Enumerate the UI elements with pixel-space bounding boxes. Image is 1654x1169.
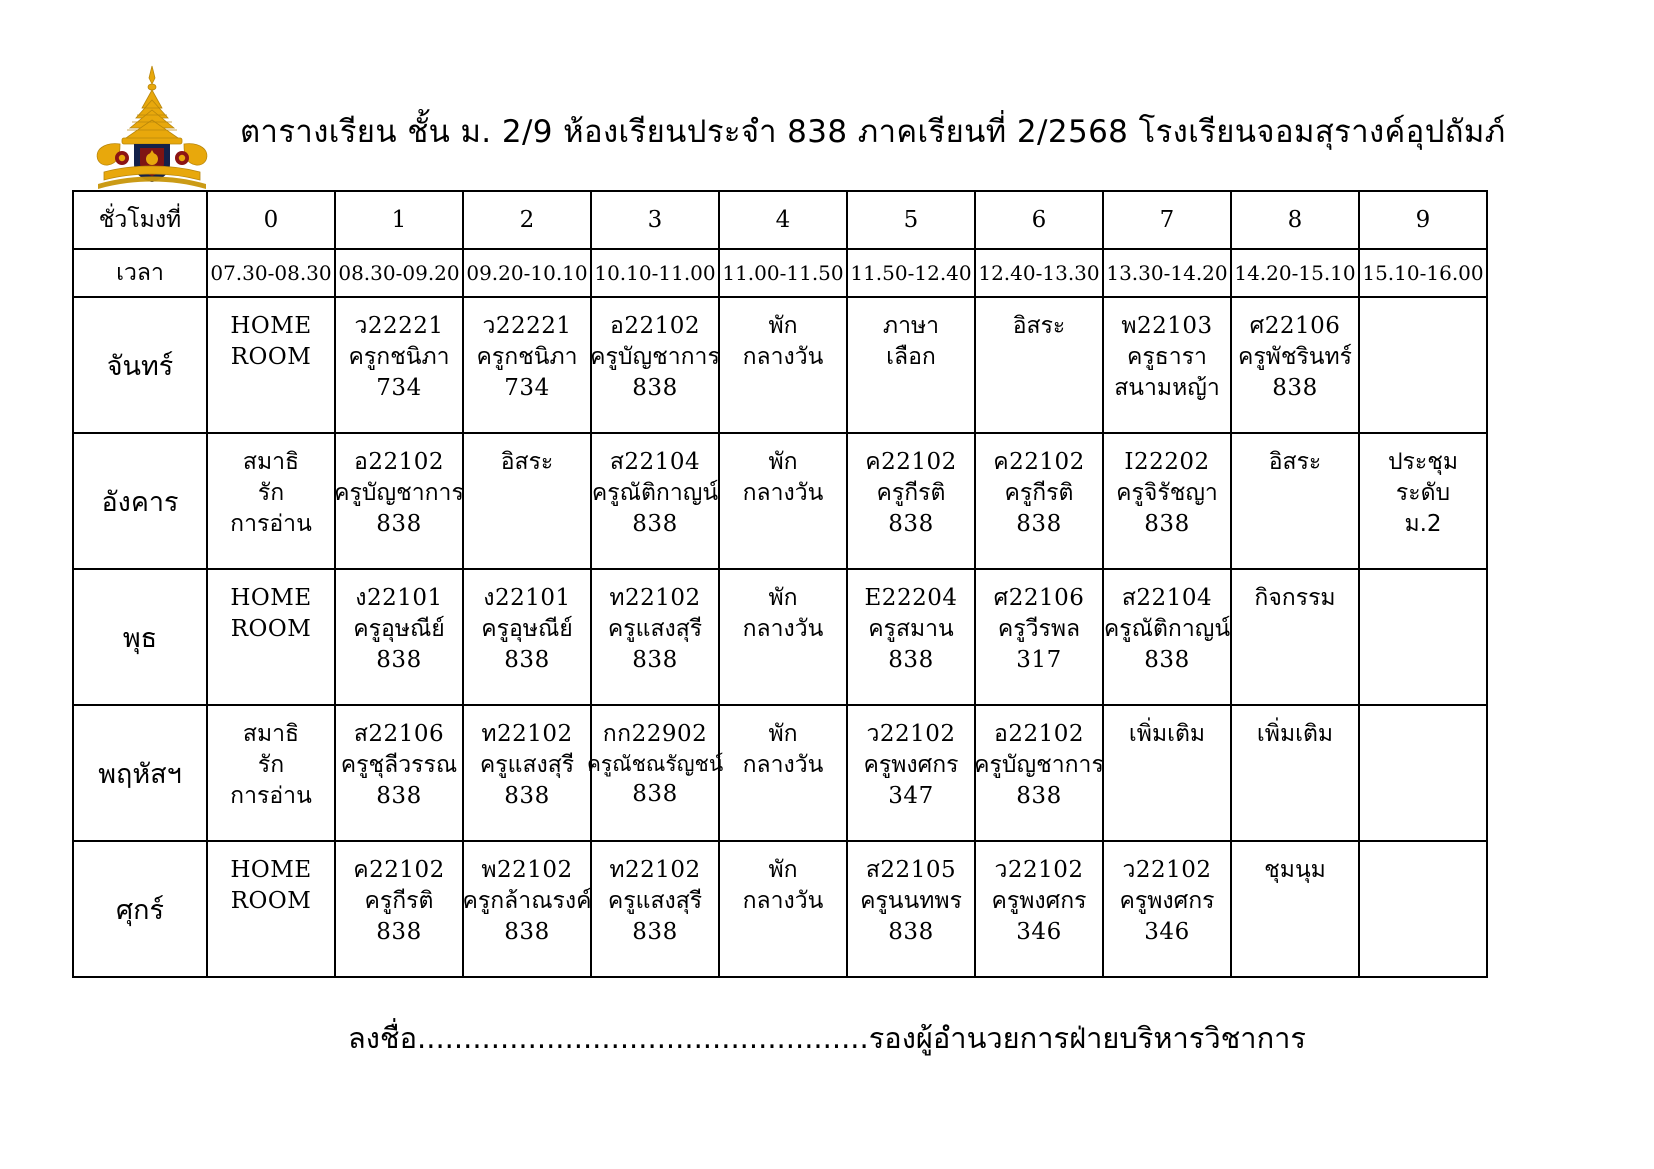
cell-line: 838	[888, 511, 934, 538]
cell-line: ครูณัติกาญน์	[1103, 616, 1231, 643]
cell-line: ครูแสงสุรี	[607, 888, 703, 915]
cell-content	[336, 298, 462, 432]
cell-line: ท22102	[609, 585, 701, 611]
timetable-cell	[1359, 433, 1487, 569]
cell-line: อ22102	[610, 313, 700, 339]
cell-content	[592, 434, 718, 568]
cell-line: รัก	[257, 752, 285, 779]
cell-line: ครูพงศกร	[1119, 888, 1215, 915]
cell-line: กลางวัน	[742, 480, 824, 507]
day-label: ศุกร์	[73, 841, 207, 977]
cell-content	[1104, 842, 1230, 976]
cell-line: พัก	[768, 857, 798, 883]
cell-line: ม.2	[1404, 511, 1442, 538]
timetable-cell	[975, 569, 1103, 705]
cell-content	[208, 298, 334, 432]
timetable-cell	[719, 297, 847, 433]
cell-line: 838	[504, 919, 550, 946]
timetable-cell	[975, 433, 1103, 569]
cell-content	[720, 434, 846, 568]
timetable-cell	[1103, 297, 1231, 433]
document-footer	[0, 1015, 1654, 1061]
cell-content	[848, 434, 974, 568]
cell-content	[976, 298, 1102, 432]
cell-line: 838	[632, 781, 678, 808]
cell-content	[336, 570, 462, 704]
cell-line: สมาธิ	[242, 721, 300, 747]
period-header-4: 4	[719, 191, 847, 249]
cell-line: ประชุม	[1387, 449, 1459, 475]
cell-line: กก22902	[602, 721, 708, 747]
period-header-8: 8	[1231, 191, 1359, 249]
cell-content	[720, 706, 846, 840]
cell-line: สมาธิ	[242, 449, 300, 475]
timetable-cell	[1359, 297, 1487, 433]
period-header-label: ชั่วโมงที่	[73, 191, 207, 249]
cell-line: 346	[1016, 919, 1062, 946]
cell-line: 734	[376, 375, 422, 402]
timetable-cell	[1359, 569, 1487, 705]
time-header-label: เวลา	[73, 249, 207, 297]
day-rows-body	[73, 297, 1487, 977]
cell-line: ท22102	[609, 857, 701, 883]
cell-line: ส22104	[1121, 585, 1213, 611]
day-label: จันทร์	[73, 297, 207, 433]
cell-content	[208, 842, 334, 976]
cell-line: 838	[1144, 647, 1190, 674]
cell-content	[208, 706, 334, 840]
school-crest-logo	[82, 60, 222, 195]
cell-line: พัก	[768, 585, 798, 611]
timetable-cell	[463, 705, 591, 841]
cell-content	[1104, 434, 1230, 568]
cell-content	[592, 842, 718, 976]
time-slot-5: 11.50-12.40	[847, 249, 975, 297]
cell-line: 838	[632, 919, 678, 946]
timetable-row	[73, 569, 1487, 705]
cell-line: ครูแสงสุรี	[479, 752, 575, 779]
period-header-0: 0	[207, 191, 335, 249]
cell-line: 317	[1016, 647, 1062, 674]
cell-line: ครูกชนิภา	[348, 344, 450, 371]
period-header-3: 3	[591, 191, 719, 249]
period-header-6: 6	[975, 191, 1103, 249]
timetable-cell	[335, 297, 463, 433]
timetable-row	[73, 433, 1487, 569]
period-header-7: 7	[1103, 191, 1231, 249]
cell-line: รัก	[257, 480, 285, 507]
cell-line: กิจกรรม	[1254, 585, 1336, 611]
cell-line: 838	[1016, 783, 1062, 810]
cell-content	[720, 298, 846, 432]
cell-content	[1104, 298, 1230, 432]
timetable	[72, 190, 1488, 978]
cell-line: ครูวีรพล	[997, 616, 1081, 643]
timetable-cell	[591, 433, 719, 569]
timetable-cell	[1359, 841, 1487, 977]
cell-line: 838	[1016, 511, 1062, 538]
cell-line: สนามหญ้า	[1114, 375, 1220, 402]
timetable-cell	[847, 841, 975, 977]
time-slot-9: 15.10-16.00	[1359, 249, 1487, 297]
cell-line: ครูบัญชาการ	[334, 480, 464, 507]
cell-line: ครูกีรติ	[1004, 480, 1074, 507]
timetable-cell	[847, 705, 975, 841]
time-slot-4: 11.00-11.50	[719, 249, 847, 297]
cell-line: ครูกีรติ	[364, 888, 434, 915]
cell-line: ส22104	[609, 449, 701, 475]
cell-content	[336, 434, 462, 568]
timetable-cell	[719, 705, 847, 841]
cell-line: ศ22106	[1249, 313, 1341, 339]
timetable-cell	[847, 433, 975, 569]
cell-content	[720, 842, 846, 976]
timetable-cell	[719, 841, 847, 977]
timetable-cell	[335, 705, 463, 841]
cell-line: ว22102	[866, 721, 956, 747]
cell-line: อิสระ	[1012, 313, 1066, 339]
cell-line: 838	[632, 375, 678, 402]
cell-line: 838	[376, 919, 422, 946]
timetable-cell	[1103, 841, 1231, 977]
cell-line: ว22102	[994, 857, 1084, 883]
cell-line: ท22102	[481, 721, 573, 747]
cell-line: 838	[1144, 511, 1190, 538]
cell-content	[336, 842, 462, 976]
cell-line: ง22101	[483, 585, 571, 611]
cell-line: ครูจิรัชญา	[1116, 480, 1218, 507]
cell-line: 838	[632, 511, 678, 538]
cell-content	[1232, 842, 1358, 976]
cell-line: ครูกีรติ	[876, 480, 946, 507]
cell-line: ว22221	[482, 313, 572, 339]
cell-line: ครูณัชณรัญชน์	[586, 752, 724, 777]
timetable-container	[72, 190, 1486, 978]
cell-line: ระดับ	[1395, 480, 1451, 507]
timetable-cell	[335, 841, 463, 977]
timetable-cell	[463, 297, 591, 433]
cell-line: HOME	[230, 857, 312, 883]
time-slot-3: 10.10-11.00	[591, 249, 719, 297]
document-header	[0, 52, 1654, 192]
cell-line: ภาษา	[882, 313, 940, 339]
cell-line: ชุมนุม	[1264, 857, 1326, 883]
cell-line: 838	[888, 919, 934, 946]
page-title: ตารางเรียน ชั้น ม. 2/9 ห้องเรียนประจำ 838 ภาคเรียนที่ 2/2568 โรงเรียนจอมสุรางค์อุปถัมภ์	[240, 114, 1506, 150]
cell-line: ค22102	[865, 449, 957, 475]
cell-content	[976, 570, 1102, 704]
cell-line: ROOM	[230, 616, 312, 643]
cell-line: ค22102	[353, 857, 445, 883]
timetable-cell	[847, 297, 975, 433]
period-header-1: 1	[335, 191, 463, 249]
timetable-row	[73, 297, 1487, 433]
period-header-5: 5	[847, 191, 975, 249]
cell-line: ค22102	[993, 449, 1085, 475]
cell-line: ครูพงศกร	[863, 752, 959, 779]
cell-line: เพิ่มเติม	[1256, 721, 1334, 747]
cell-content	[720, 570, 846, 704]
cell-content	[976, 706, 1102, 840]
cell-content	[1104, 706, 1230, 840]
cell-content	[592, 298, 718, 432]
cell-line: ครูนนทพร	[860, 888, 962, 915]
day-label: พุธ	[73, 569, 207, 705]
cell-line: HOME	[230, 585, 312, 611]
time-slot-1: 08.30-09.20	[335, 249, 463, 297]
timetable-cell	[1231, 841, 1359, 977]
timetable-cell	[975, 297, 1103, 433]
timetable-cell	[1359, 705, 1487, 841]
cell-line: กลางวัน	[742, 752, 824, 779]
cell-line: 838	[376, 511, 422, 538]
cell-content	[208, 434, 334, 568]
cell-line: ครูกล้าณรงค์	[462, 888, 592, 915]
timetable-cell	[719, 569, 847, 705]
cell-content	[1104, 570, 1230, 704]
cell-line: พัก	[768, 449, 798, 475]
timetable-cell	[1231, 433, 1359, 569]
cell-content	[336, 706, 462, 840]
cell-content	[464, 570, 590, 704]
cell-line: HOME	[230, 313, 312, 339]
timetable-cell	[463, 433, 591, 569]
cell-line: 346	[1144, 919, 1190, 946]
cell-line: อิสระ	[1268, 449, 1322, 475]
cell-line: พัก	[768, 721, 798, 747]
cell-content	[464, 298, 590, 432]
cell-line: 838	[376, 783, 422, 810]
cell-line: ROOM	[230, 888, 312, 915]
cell-content	[1360, 434, 1486, 568]
cell-line: กลางวัน	[742, 616, 824, 643]
time-slot-7: 13.30-14.20	[1103, 249, 1231, 297]
cell-line: ส22106	[353, 721, 445, 747]
cell-line: ROOM	[230, 344, 312, 371]
timetable-cell	[591, 569, 719, 705]
timetable-cell	[207, 841, 335, 977]
time-header-row	[73, 249, 1487, 297]
timetable-cell	[463, 841, 591, 977]
cell-line: ว22102	[1122, 857, 1212, 883]
cell-content	[1232, 706, 1358, 840]
cell-line: E22204	[864, 585, 958, 611]
cell-line: I22202	[1124, 449, 1210, 475]
day-label: อังคาร	[73, 433, 207, 569]
cell-line: ครูธารา	[1127, 344, 1207, 371]
timetable-cell	[335, 569, 463, 705]
day-label: พฤหัสฯ	[73, 705, 207, 841]
cell-content	[1360, 298, 1486, 432]
cell-line: ครูแสงสุรี	[607, 616, 703, 643]
cell-line: กลางวัน	[742, 344, 824, 371]
time-slot-0: 07.30-08.30	[207, 249, 335, 297]
cell-line: พ22103	[1121, 313, 1213, 339]
time-slot-6: 12.40-13.30	[975, 249, 1103, 297]
cell-line: ครูสมาน	[868, 616, 954, 643]
cell-line: 838	[632, 647, 678, 674]
cell-line: ครูพัชรินทร์	[1237, 344, 1353, 371]
cell-line: 838	[504, 647, 550, 674]
cell-line: ครูชุลีวรรณ	[340, 752, 458, 779]
timetable-cell	[1231, 297, 1359, 433]
cell-content	[586, 706, 724, 840]
cell-line: พ22102	[481, 857, 573, 883]
period-header-9: 9	[1359, 191, 1487, 249]
cell-line: ครูพงศกร	[991, 888, 1087, 915]
timetable-cell	[719, 433, 847, 569]
timetable-cell	[591, 297, 719, 433]
cell-line: ครูณัติกาญน์	[591, 480, 719, 507]
timetable-cell	[207, 569, 335, 705]
timetable-cell	[207, 433, 335, 569]
timetable-cell	[1103, 569, 1231, 705]
timetable-cell	[207, 705, 335, 841]
cell-content	[464, 434, 590, 568]
cell-line: ครูบัญชาการ	[974, 752, 1104, 779]
cell-line: อ22102	[354, 449, 444, 475]
cell-content	[1232, 570, 1358, 704]
cell-content	[848, 842, 974, 976]
cell-line: 838	[504, 783, 550, 810]
timetable-cell	[207, 297, 335, 433]
cell-line: อิสระ	[500, 449, 554, 475]
cell-content	[976, 842, 1102, 976]
cell-line: ส22105	[865, 857, 957, 883]
cell-content	[1232, 298, 1358, 432]
period-header-2: 2	[463, 191, 591, 249]
cell-content	[848, 706, 974, 840]
cell-content	[208, 570, 334, 704]
cell-line: 347	[888, 783, 934, 810]
cell-line: 838	[1272, 375, 1318, 402]
cell-content	[1232, 434, 1358, 568]
cell-content	[1360, 570, 1486, 704]
cell-line: ครูกชนิภา	[476, 344, 578, 371]
cell-line: พัก	[768, 313, 798, 339]
cell-line: ว22221	[354, 313, 444, 339]
timetable-cell	[1231, 569, 1359, 705]
cell-line: ครูอุษณีย์	[481, 616, 573, 643]
timetable-cell	[975, 841, 1103, 977]
period-header-row	[73, 191, 1487, 249]
cell-content	[464, 706, 590, 840]
cell-line: การอ่าน	[230, 783, 312, 810]
cell-line: ครูอุษณีย์	[353, 616, 445, 643]
cell-content	[464, 842, 590, 976]
timetable-cell	[591, 841, 719, 977]
timetable-cell	[335, 433, 463, 569]
cell-line: ง22101	[355, 585, 443, 611]
time-slot-2: 09.20-10.10	[463, 249, 591, 297]
cell-content	[976, 434, 1102, 568]
timetable-cell	[975, 705, 1103, 841]
signature-line: ลงชื่อ.................................................รองผู้อำนวยการฝ่ายบริหารวิชาการ	[348, 1021, 1306, 1055]
timetable-cell	[1103, 433, 1231, 569]
cell-content	[848, 570, 974, 704]
cell-content	[1360, 706, 1486, 840]
cell-line: เพิ่มเติม	[1128, 721, 1206, 747]
cell-line: การอ่าน	[230, 511, 312, 538]
cell-line: อ22102	[994, 721, 1084, 747]
timetable-row	[73, 705, 1487, 841]
time-slot-8: 14.20-15.10	[1231, 249, 1359, 297]
timetable-cell	[1103, 705, 1231, 841]
cell-line: 838	[888, 647, 934, 674]
cell-content	[592, 570, 718, 704]
cell-line: ศ22106	[993, 585, 1085, 611]
timetable-cell	[586, 705, 724, 841]
timetable-cell	[847, 569, 975, 705]
timetable-cell	[463, 569, 591, 705]
cell-line: กลางวัน	[742, 888, 824, 915]
timetable-cell	[1231, 705, 1359, 841]
cell-content	[848, 298, 974, 432]
timetable-row	[73, 841, 1487, 977]
cell-line: 734	[504, 375, 550, 402]
cell-line: เลือก	[886, 344, 936, 371]
cell-line: ครูบัญชาการ	[590, 344, 720, 371]
cell-content	[1360, 842, 1486, 976]
cell-line: 838	[376, 647, 422, 674]
